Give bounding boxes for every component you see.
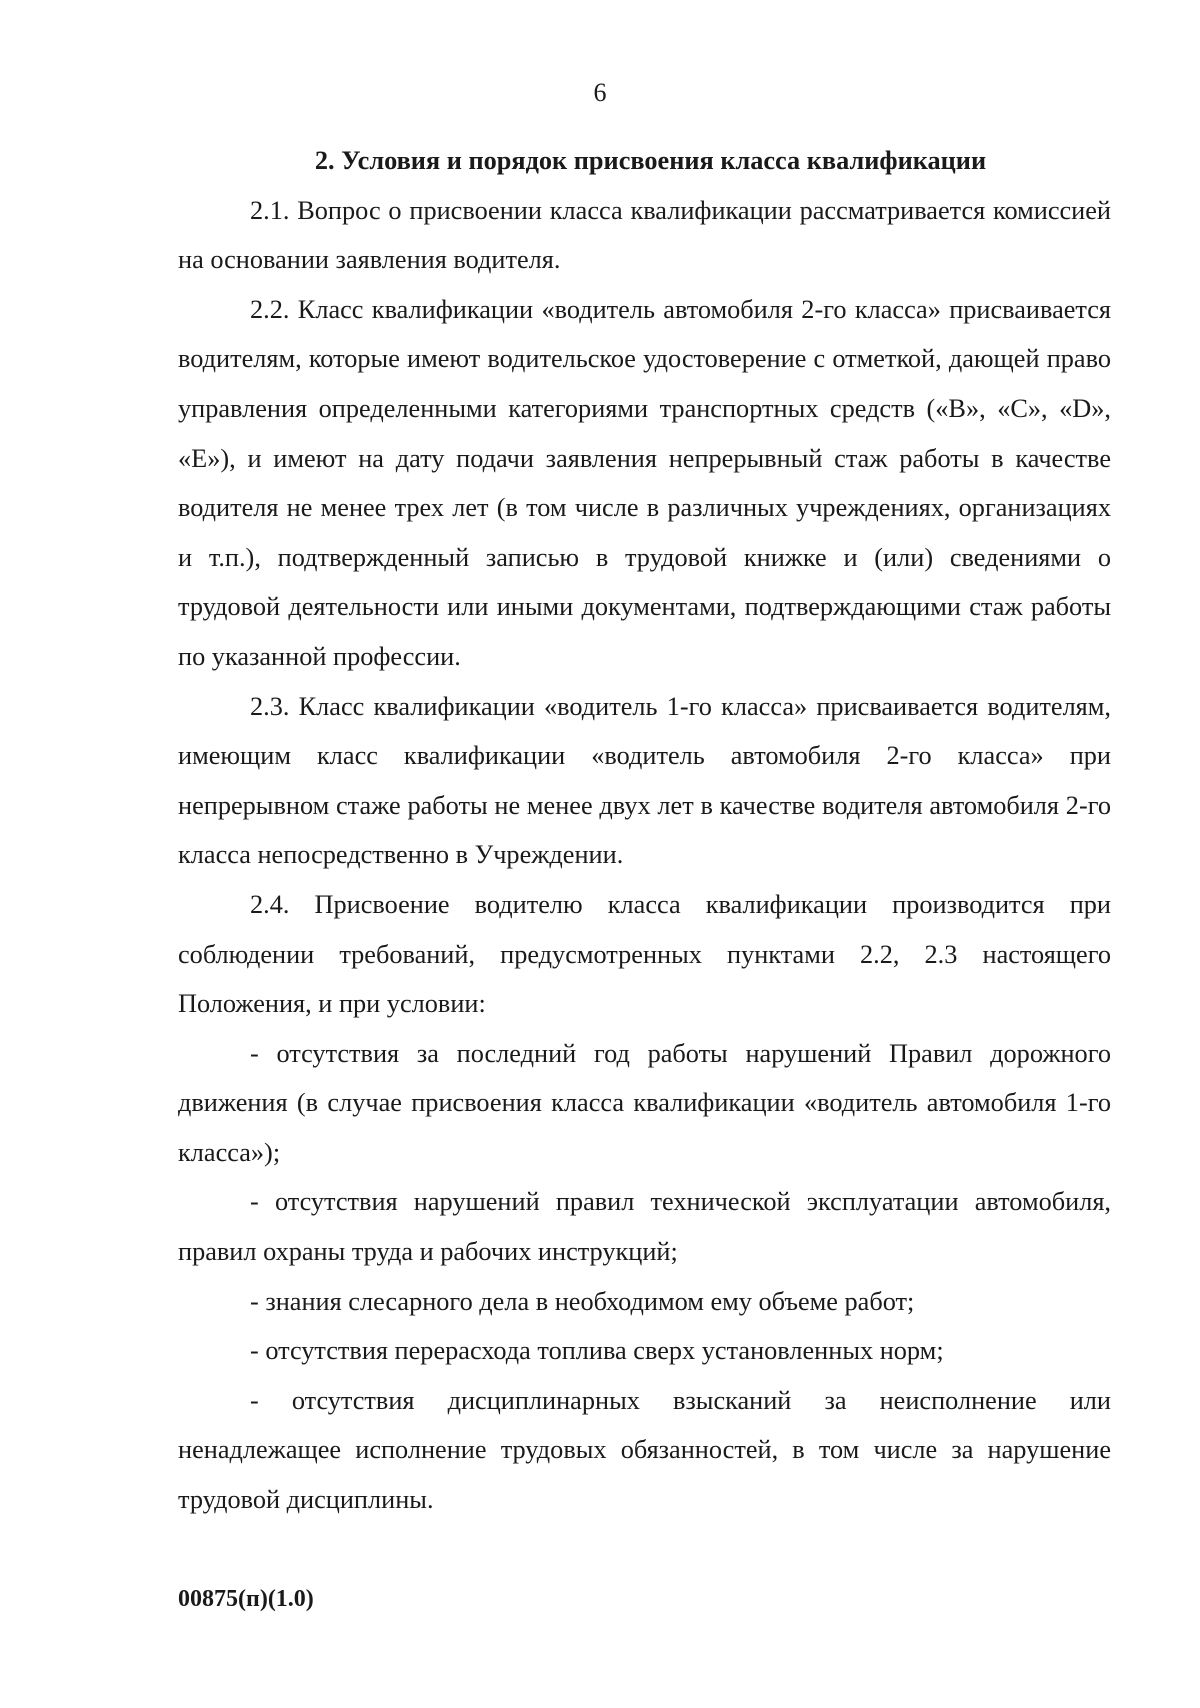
paragraph-2-2: 2.2. Класс квалификации «водитель автомобиля 2-го класса» присваивается водителям, которые имеют водительское удостоверение с отметкой, дающей право управления определенными категориями транспортных средств («B», «C», «D», «E»), и имеют на дату подачи заявления непрерывный стаж работы в качестве водителя не менее трех лет (в том числе в различных учреждениях, организациях и т.п.), подтвержденный записью в трудовой книжке и (или) сведениями о трудовой деятельности или иными документами, подтверждающими стаж работы по указанной профессии. (178, 294, 1111, 671)
paragraph-2-4: 2.4. Присвоение водителю класса квалификации производится при соблюдении требований, предусмотренных пунктами 2.2, 2.3 настоящего Положения, и при условии: (178, 889, 1111, 1019)
document-code: 00875(п)(1.0) (178, 1586, 314, 1612)
condition-locksmith-skills: - знания слесарного дела в необходимом ему объеме работ; (250, 1286, 915, 1316)
condition-traffic-rules: - отсутствия за последний год работы нарушений Правил дорожного движения (в случае присвоения класса квалификации «водитель автомобиля 1-го класса»); (178, 1038, 1111, 1167)
condition-technical-rules: - отсутствия нарушений правил технической эксплуатации автомобиля, правил охраны труда и рабочих инструкций; (178, 1187, 1111, 1267)
paragraph-2-3: 2.3. Класс квалификации «водитель 1-го класса» присваивается водителям, имеющим класс квалификации «водитель автомобиля 2-го класса» при непрерывном стаже работы не менее двух лет в качестве водителя автомобиля 2-го класса непосредственно в Учреждении. (178, 691, 1111, 870)
condition-disciplinary: - отсутствия дисциплинарных взысканий за неисполнение или ненадлежащее исполнение трудовых обязанностей, в том числе за нарушение трудовой дисциплины. (178, 1385, 1111, 1515)
page-number: 6 (593, 78, 607, 107)
condition-fuel-consumption: - отсутствия перерасхода топлива сверх установленных норм; (250, 1336, 944, 1366)
section-heading: 2. Условия и порядок присвоения класса квалификации (314, 146, 987, 175)
paragraph-2-1: 2.1. Вопрос о присвоении класса квалификации рассматривается комиссией на основании заявления водителя. (178, 195, 1111, 275)
document-body (178, 136, 1111, 1525)
